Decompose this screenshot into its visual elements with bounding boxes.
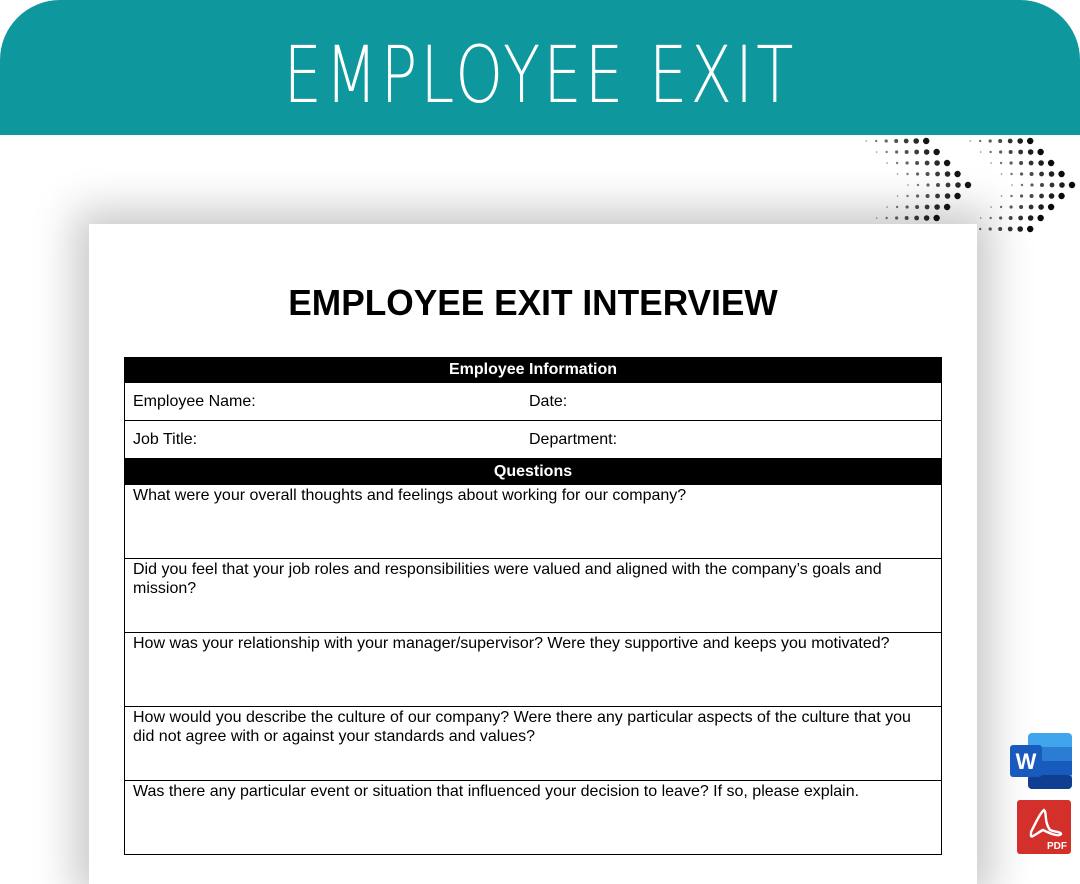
halftone-dot <box>926 194 930 198</box>
job-title-label: Job Title: <box>133 431 198 448</box>
question-item: How would you describe the culture of our company? Were there any particular aspects of the culture that you did not agree with or against your standards and values? <box>125 707 941 781</box>
halftone-dot <box>1001 173 1003 175</box>
halftone-dot <box>894 139 898 143</box>
halftone-dot <box>1027 138 1033 144</box>
halftone-dot <box>954 171 960 177</box>
halftone-dot <box>886 162 888 164</box>
halftone-dot <box>1018 216 1023 221</box>
department-label: Department: <box>529 431 618 448</box>
halftone-dot <box>916 172 919 175</box>
questions-header: Questions <box>125 459 941 485</box>
halftone-dot <box>989 217 991 219</box>
halftone-dot <box>1030 172 1034 176</box>
halftone-dot <box>999 150 1002 153</box>
halftone-dot <box>1030 194 1034 198</box>
halftone-dot <box>905 150 909 154</box>
halftone-dot <box>980 151 982 153</box>
halftone-dot <box>998 227 1002 231</box>
halftone-dot <box>969 140 971 142</box>
halftone-dot <box>1008 139 1013 144</box>
halftone-dot <box>916 194 919 197</box>
halftone-dot <box>907 184 909 186</box>
halftone-dot <box>935 194 940 199</box>
halftone-dot <box>954 193 960 199</box>
halftone-dot <box>1008 227 1013 232</box>
halftone-dot <box>1038 160 1044 166</box>
halftone-dot <box>1019 205 1023 209</box>
halftone-dot <box>924 215 930 221</box>
halftone-dot <box>885 139 888 142</box>
halftone-dot <box>946 183 951 188</box>
halftone-dot <box>1048 160 1054 166</box>
halftone-dot <box>934 204 940 210</box>
form-table <box>124 357 942 855</box>
halftone-dot <box>990 162 992 164</box>
halftone-dot <box>1020 194 1023 197</box>
halftone-dot <box>989 139 992 142</box>
question-item: How was your relationship with your manager/supervisor? Were they supportive and keeps you motivated? <box>125 633 941 707</box>
halftone-dot <box>896 206 898 208</box>
halftone-dot <box>915 205 919 209</box>
halftone-dot <box>905 216 909 220</box>
halftone-dot <box>1017 138 1023 144</box>
halftone-dot <box>944 160 950 166</box>
halftone-dot <box>935 172 940 177</box>
halftone-dot <box>1037 215 1043 221</box>
halftone-dot <box>897 195 899 197</box>
halftone-dot <box>979 228 981 230</box>
question-item: Did you feel that your job roles and responsibilities were valued and aligned with the company’s goals and mission? <box>125 559 941 633</box>
halftone-dot <box>1039 194 1044 199</box>
halftone-dot <box>896 162 898 164</box>
halftone-dot <box>1010 173 1012 175</box>
halftone-dot <box>1018 150 1023 155</box>
word-letter: W <box>1015 749 1037 774</box>
halftone-dot <box>914 216 919 221</box>
halftone-dot <box>1058 171 1064 177</box>
employee-information-header: Employee Information <box>125 357 941 383</box>
halftone-dot <box>1010 205 1013 208</box>
banner-title: EMPLOYEE EXIT INTERVIEW <box>283 31 797 221</box>
halftone-dot <box>895 216 898 219</box>
halftone-dot <box>1010 161 1013 164</box>
halftone-dot <box>926 172 930 176</box>
halftone-dot <box>933 215 939 221</box>
halftone-dots <box>865 138 1075 232</box>
halftone-dot <box>885 217 887 219</box>
halftone-dot <box>944 204 950 210</box>
halftone-dot <box>1039 172 1044 177</box>
halftone-dot <box>1021 184 1023 186</box>
halftone-dot <box>876 217 878 219</box>
halftone-dot <box>999 216 1002 219</box>
halftone-dot <box>1049 193 1055 199</box>
halftone-dot <box>906 195 908 197</box>
halftone-dot <box>1030 183 1033 186</box>
info-row <box>125 421 941 459</box>
halftone-dot <box>989 151 991 153</box>
halftone-dot <box>1038 204 1044 210</box>
halftone-dot <box>1058 193 1064 199</box>
halftone-dot <box>897 173 899 175</box>
halftone-dot <box>1027 226 1033 232</box>
halftone-dot <box>1020 172 1023 175</box>
halftone-dot <box>990 206 992 208</box>
date-label: Date: <box>529 393 568 410</box>
pdf-label: PDF <box>1047 841 1067 852</box>
halftone-dot <box>925 161 930 166</box>
halftone-dot <box>865 140 867 142</box>
halftone-dot <box>1048 204 1054 210</box>
halftone-dot <box>1028 215 1034 221</box>
halftone-dot <box>913 138 919 144</box>
halftone-dot <box>933 149 939 155</box>
halftone-dot <box>1009 150 1013 154</box>
halftone-dot <box>1059 182 1065 188</box>
halftone-dot <box>1019 161 1023 165</box>
info-row <box>125 383 941 421</box>
halftone-dot <box>979 140 981 142</box>
halftone-dot <box>925 205 930 210</box>
question-item: Was there any particular event or situation that influenced your decision to leave? If so, please explain. <box>125 781 941 855</box>
halftone-dot <box>1017 226 1023 232</box>
halftone-dot <box>945 171 951 177</box>
halftone-dot <box>1000 162 1002 164</box>
halftone-dot <box>936 183 940 187</box>
document-title: EMPLOYEE EXIT INTERVIEW <box>288 282 778 323</box>
halftone-dot <box>923 138 929 144</box>
halftone-dot <box>980 217 982 219</box>
halftone-dot <box>906 161 909 164</box>
halftone-dot <box>924 149 930 155</box>
halftone-dot <box>885 151 887 153</box>
halftone-dot <box>1049 171 1055 177</box>
halftone-dot <box>965 182 971 188</box>
halftone-dot <box>914 150 919 155</box>
halftone-dot <box>1001 195 1003 197</box>
halftone-dot <box>1029 205 1034 210</box>
halftone-dot <box>1000 206 1002 208</box>
halftone-dot <box>915 161 919 165</box>
halftone-dot <box>886 206 888 208</box>
halftone-dot <box>904 139 909 144</box>
halftone-dot <box>1069 182 1075 188</box>
halftone-dot <box>895 150 898 153</box>
halftone-dot <box>926 183 929 186</box>
halftone-dot <box>906 173 908 175</box>
halftone-dot <box>906 205 909 208</box>
halftone-dot <box>876 151 878 153</box>
halftone-dot <box>1040 183 1044 187</box>
halftone-dot <box>1028 149 1034 155</box>
halftone-dot <box>1050 183 1055 188</box>
halftone-dot <box>955 182 961 188</box>
halftone-dot <box>1010 195 1012 197</box>
pdf-icon <box>1017 800 1071 854</box>
question-item: What were your overall thoughts and feelings about working for our company? <box>125 485 941 559</box>
halftone-dot <box>917 184 919 186</box>
halftone-dot <box>989 227 992 230</box>
halftone-dot <box>1011 184 1013 186</box>
halftone-dot <box>1009 216 1013 220</box>
halftone-dot <box>934 160 940 166</box>
word-icon <box>1010 733 1072 789</box>
employee-name-label: Employee Name: <box>133 393 256 410</box>
document-page <box>89 224 977 884</box>
halftone-dot <box>875 140 877 142</box>
halftone-dot <box>1029 161 1034 166</box>
halftone-dot <box>1037 149 1043 155</box>
halftone-dot <box>998 139 1002 143</box>
halftone-dot <box>945 193 951 199</box>
